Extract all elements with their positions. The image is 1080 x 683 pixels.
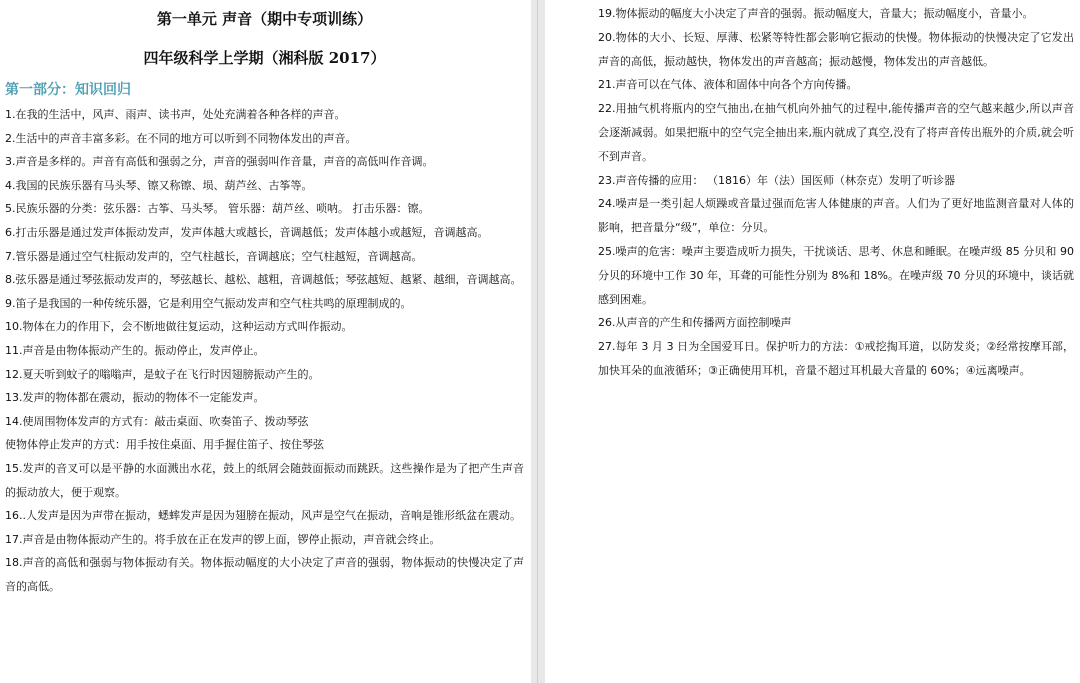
knowledge-item: 2.生活中的声音丰富多彩。在不同的地方可以听到不同物体发出的声音。 <box>5 131 357 145</box>
knowledge-item: 5.民族乐器的分类：弦乐器：古筝、马头琴。 管乐器：葫芦丝、唢呐。 打击乐器：镲。 <box>5 202 430 216</box>
knowledge-item: 9.笛子是我国的一种传统乐器，它是利用空气振动发声和空气柱共鸣的原理制成的。 <box>5 296 412 310</box>
knowledge-item: 3.声音是多样的。声音有高低和强弱之分，声音的强弱叫作音量，声音的高低叫作音调。 <box>5 155 434 169</box>
knowledge-item: 14.使周围物体发声的方式有：敲击桌面、吹奏笛子、拨动琴弦 <box>5 414 309 428</box>
knowledge-item: 26.从声音的产生和传播两方面控制噪声 <box>598 316 792 330</box>
knowledge-list-left <box>5 103 524 598</box>
knowledge-item: 16..人发声是因为声带在振动，蟋蟀发声是因为翅膀在振动，风声是空气在振动，音响是锥形纸盆在震动。 <box>5 509 521 523</box>
knowledge-item: 10.物体在力的作用下，会不断地做往复运动，这种运动方式叫作振动。 <box>5 320 353 334</box>
knowledge-item: 使物体停止发声的方式：用手按住桌面、用手握住笛子、按住琴弦 <box>5 438 324 452</box>
knowledge-item: 17.声音是由物体振动产生的。将手放在正在发声的锣上面，锣停止振动，声音就会终止。 <box>5 532 441 546</box>
knowledge-item: 11.声音是由物体振动产生的。振动停止，发声停止。 <box>5 343 265 357</box>
document-page-right <box>545 0 1080 683</box>
knowledge-item: 13.发声的物体都在震动，振动的物体不一定能发声。 <box>5 391 265 405</box>
knowledge-item: 23.声音传播的应用： （1816）年（法）国医师（林奈克）发明了听诊器 <box>598 173 955 187</box>
knowledge-item: 21.声音可以在气体、液体和固体中向各个方向传播。 <box>598 78 858 92</box>
knowledge-item: 7.管乐器是通过空气柱振动发声的，空气柱越长，音调越底；空气柱越短，音调越高。 <box>5 249 423 263</box>
page-subtitle: 四年级科学上学期（湘科版 2017） <box>143 49 386 67</box>
knowledge-item: 12.夏天听到蚊子的嗡嗡声，是蚊子在飞行时因翅膀振动产生的。 <box>5 367 320 381</box>
knowledge-item: 18.声音的高低和强弱与物体振动有关。物体振动幅度的大小决定了声音的强弱，物体振动的快慢决定了声音的高低。 <box>5 556 524 593</box>
knowledge-item: 15.发声的音叉可以是平静的水面溅出水花，鼓上的纸屑会随鼓面振动而跳跃。这些操作是为了把产生声音的振动放大，便于观察。 <box>5 461 524 499</box>
knowledge-item: 1.在我的生活中，风声、雨声、读书声，处处充满着各种各样的声音。 <box>5 108 346 121</box>
section-heading: 第一部分：知识回归 <box>5 82 131 98</box>
knowledge-item: 4.我国的民族乐器有马头琴、镲又称镲、埙、葫芦丝、古筝等。 <box>5 178 313 192</box>
knowledge-item: 6.打击乐器是通过发声体振动发声，发声体越大或越长，音调越低；发声体越小或越短，音调越高。 <box>5 225 489 239</box>
knowledge-item: 24.噪声是一类引起人烦躁或音量过强而危害人体健康的声音。人们为了更好地监测音量对人体的影响，把音量分“级”，单位：分贝。 <box>598 197 1074 235</box>
page-divider <box>537 0 538 683</box>
document-page-left <box>0 0 531 683</box>
page-title: 第一单元 声音（期中专项训练） <box>156 10 373 28</box>
page-gap <box>531 0 545 683</box>
knowledge-item: 19.物体振动的幅度大小决定了声音的强弱。振动幅度大，音量大；振动幅度小，音量小。 <box>598 7 1034 20</box>
knowledge-item: 20.物体的大小、长短、厚薄、松紧等特性都会影响它振动的快慢。物体振动的快慢决定了它发出声音的高低，振动越快，物体发出的声音越高；振动越慢，物体发出的声音越低。 <box>598 30 1074 68</box>
knowledge-item: 27.每年 3 月 3 日为全国爱耳日。保护听力的方法：①戒挖掏耳道，以防发炎；②经常按摩耳部，加快耳朵的血液循环；③正确使用耳机，音量不超过耳机最大音量的 60%；④远离噪声。 <box>598 340 1074 377</box>
knowledge-list-right <box>598 2 1074 383</box>
knowledge-item: 25.噪声的危害：噪声主要造成听力损失，干扰谈话、思考、休息和睡眠。在噪声级 85 分贝和 90 分贝的环境中工作 30 年，耳聋的可能性分别为 8%和 18%。在噪声级 70 分贝的环境中，谈话就感到困难。 <box>598 244 1074 306</box>
knowledge-item: 22.用抽气机将瓶内的空气抽出,在抽气机向外抽气的过程中,能传播声音的空气越来越少,所以声音会逐渐减弱。如果把瓶中的空气完全抽出来,瓶内就成了真空,没有了将声音传出瓶外的介质,就会听不到声音。 <box>598 102 1074 163</box>
knowledge-item: 8.弦乐器是通过琴弦振动发声的，琴弦越长、越松、越粗，音调越低；琴弦越短、越紧、越细，音调越高。 <box>5 273 522 287</box>
